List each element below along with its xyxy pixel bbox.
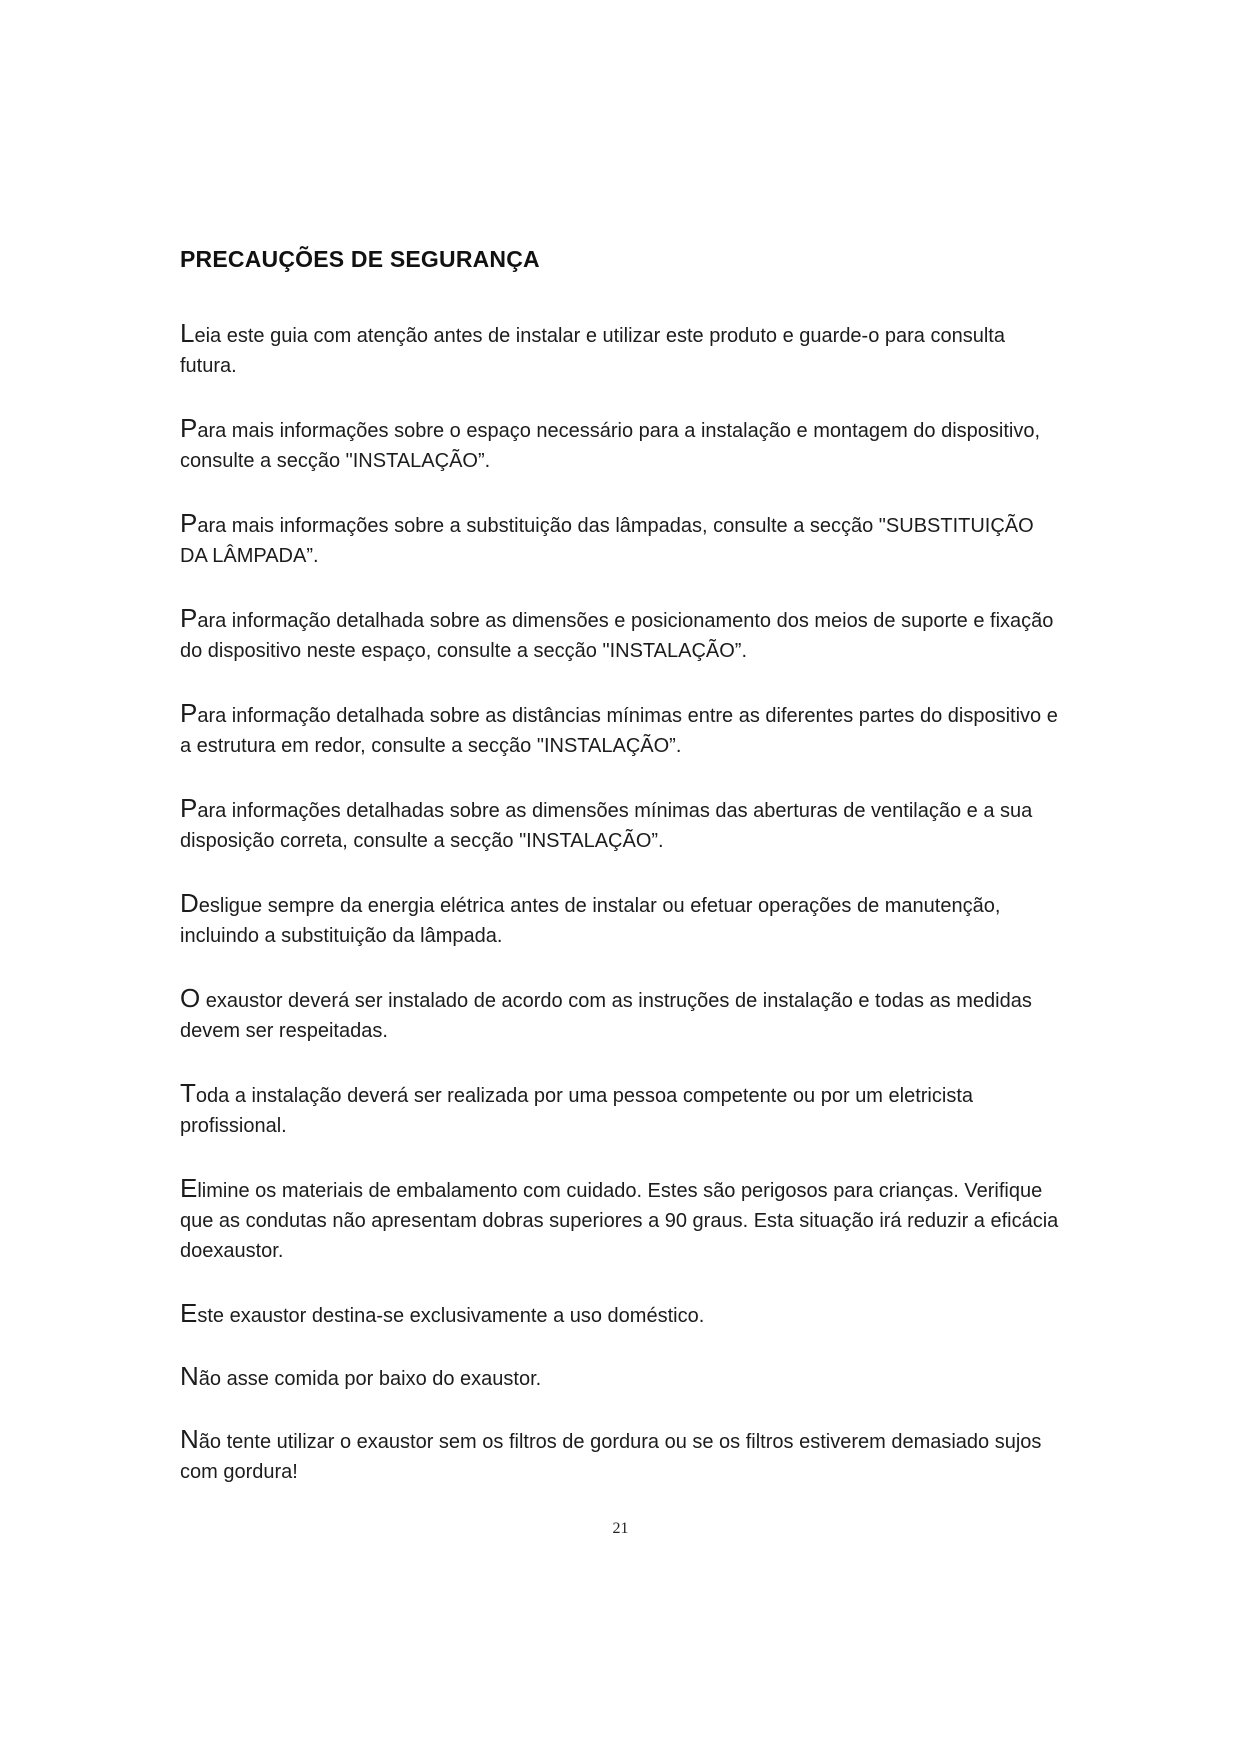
paragraph-read-guide bbox=[180, 318, 1060, 381]
paragraph-lead: P bbox=[180, 508, 198, 538]
paragraph-text: ara informações detalhadas sobre as dimensões mínimas das aberturas de ventilação e a sua disposição correta, consulte a secção "INSTALAÇÃO”. bbox=[180, 800, 1033, 852]
paragraph-disconnect-power bbox=[180, 888, 1060, 951]
paragraph-lead: L bbox=[180, 318, 195, 348]
paragraph-text: ste exaustor destina-se exclusivamente a uso doméstico. bbox=[197, 1305, 705, 1327]
paragraph-support-dimensions bbox=[180, 603, 1060, 666]
section-title: PRECAUÇÕES DE SEGURANÇA bbox=[180, 246, 540, 272]
paragraph-text: ara mais informações sobre a substituição das lâmpadas, consulte a secção "SUBSTITUIÇÃO DA LÂMPADA”. bbox=[180, 515, 1034, 567]
paragraph-text: ara informação detalhada sobre as dimensões e posicionamento dos meios de suporte e fixação do dispositivo neste espaço, consulte a secção "INSTALAÇÃO”. bbox=[180, 610, 1054, 662]
paragraph-text: limine os materiais de embalamento com cuidado. Estes são perigosos para crianças. Verifique que as condutas não apresentam dobras superiores a 90 graus. Esta situação irá reduzir a eficácia doexaustor. bbox=[180, 1180, 1059, 1262]
paragraph-lead: O bbox=[180, 983, 201, 1013]
paragraph-lead: P bbox=[180, 698, 198, 728]
paragraph-lead: N bbox=[180, 1361, 199, 1391]
paragraph-lead: P bbox=[180, 603, 198, 633]
paragraph-text: eia este guia com atenção antes de instalar e utilizar este produto e guarde-o para consulta futura. bbox=[180, 325, 1005, 377]
paragraph-text: ara mais informações sobre o espaço necessário para a instalação e montagem do dispositivo, consulte a secção "INSTALAÇÃO”. bbox=[180, 420, 1041, 472]
paragraph-lead: P bbox=[180, 793, 198, 823]
paragraph-lead: E bbox=[180, 1173, 198, 1203]
paragraph-text: oda a instalação deverá ser realizada por uma pessoa competente ou por um eletricista profissional. bbox=[180, 1085, 973, 1137]
paragraph-text: esligue sempre da energia elétrica antes de instalar ou efetuar operações de manutenção, incluindo a substituição da lâmpada. bbox=[180, 895, 1001, 947]
paragraph-ventilation-openings bbox=[180, 793, 1060, 856]
paragraph-domestic-use bbox=[180, 1298, 1060, 1331]
paragraph-no-flambe bbox=[180, 1361, 1060, 1394]
paragraph-lead: E bbox=[180, 1298, 198, 1328]
paragraph-competent-person bbox=[180, 1078, 1060, 1141]
paragraph-lead: P bbox=[180, 413, 198, 443]
page-number: 21 bbox=[612, 1520, 629, 1537]
paragraph-lead: T bbox=[180, 1078, 196, 1108]
paragraph-install-instructions bbox=[180, 983, 1060, 1046]
paragraph-lead: D bbox=[180, 888, 199, 918]
paragraph-minimum-distances bbox=[180, 698, 1060, 761]
paragraph-text: ão asse comida por baixo do exaustor. bbox=[198, 1368, 542, 1390]
paragraph-text: ão tente utilizar o exaustor sem os filtros de gordura ou se os filtros estiverem demasiado sujos com gordura! bbox=[180, 1431, 1042, 1483]
paragraph-packaging-ducts bbox=[180, 1173, 1060, 1266]
paragraph-text: exaustor deverá ser instalado de acordo com as instruções de instalação e todas as medidas devem ser respeitadas. bbox=[180, 990, 1032, 1042]
paragraph-grease-filters bbox=[180, 1424, 1060, 1487]
paragraph-installation-space bbox=[180, 413, 1060, 476]
paragraph-lead: N bbox=[180, 1424, 199, 1454]
paragraph-lamp-replacement bbox=[180, 508, 1060, 571]
paragraph-list bbox=[180, 318, 1060, 1519]
paragraph-text: ara informação detalhada sobre as distâncias mínimas entre as diferentes partes do dispositivo e a estrutura em redor, consulte a secção "INSTALAÇÃO”. bbox=[180, 705, 1058, 757]
